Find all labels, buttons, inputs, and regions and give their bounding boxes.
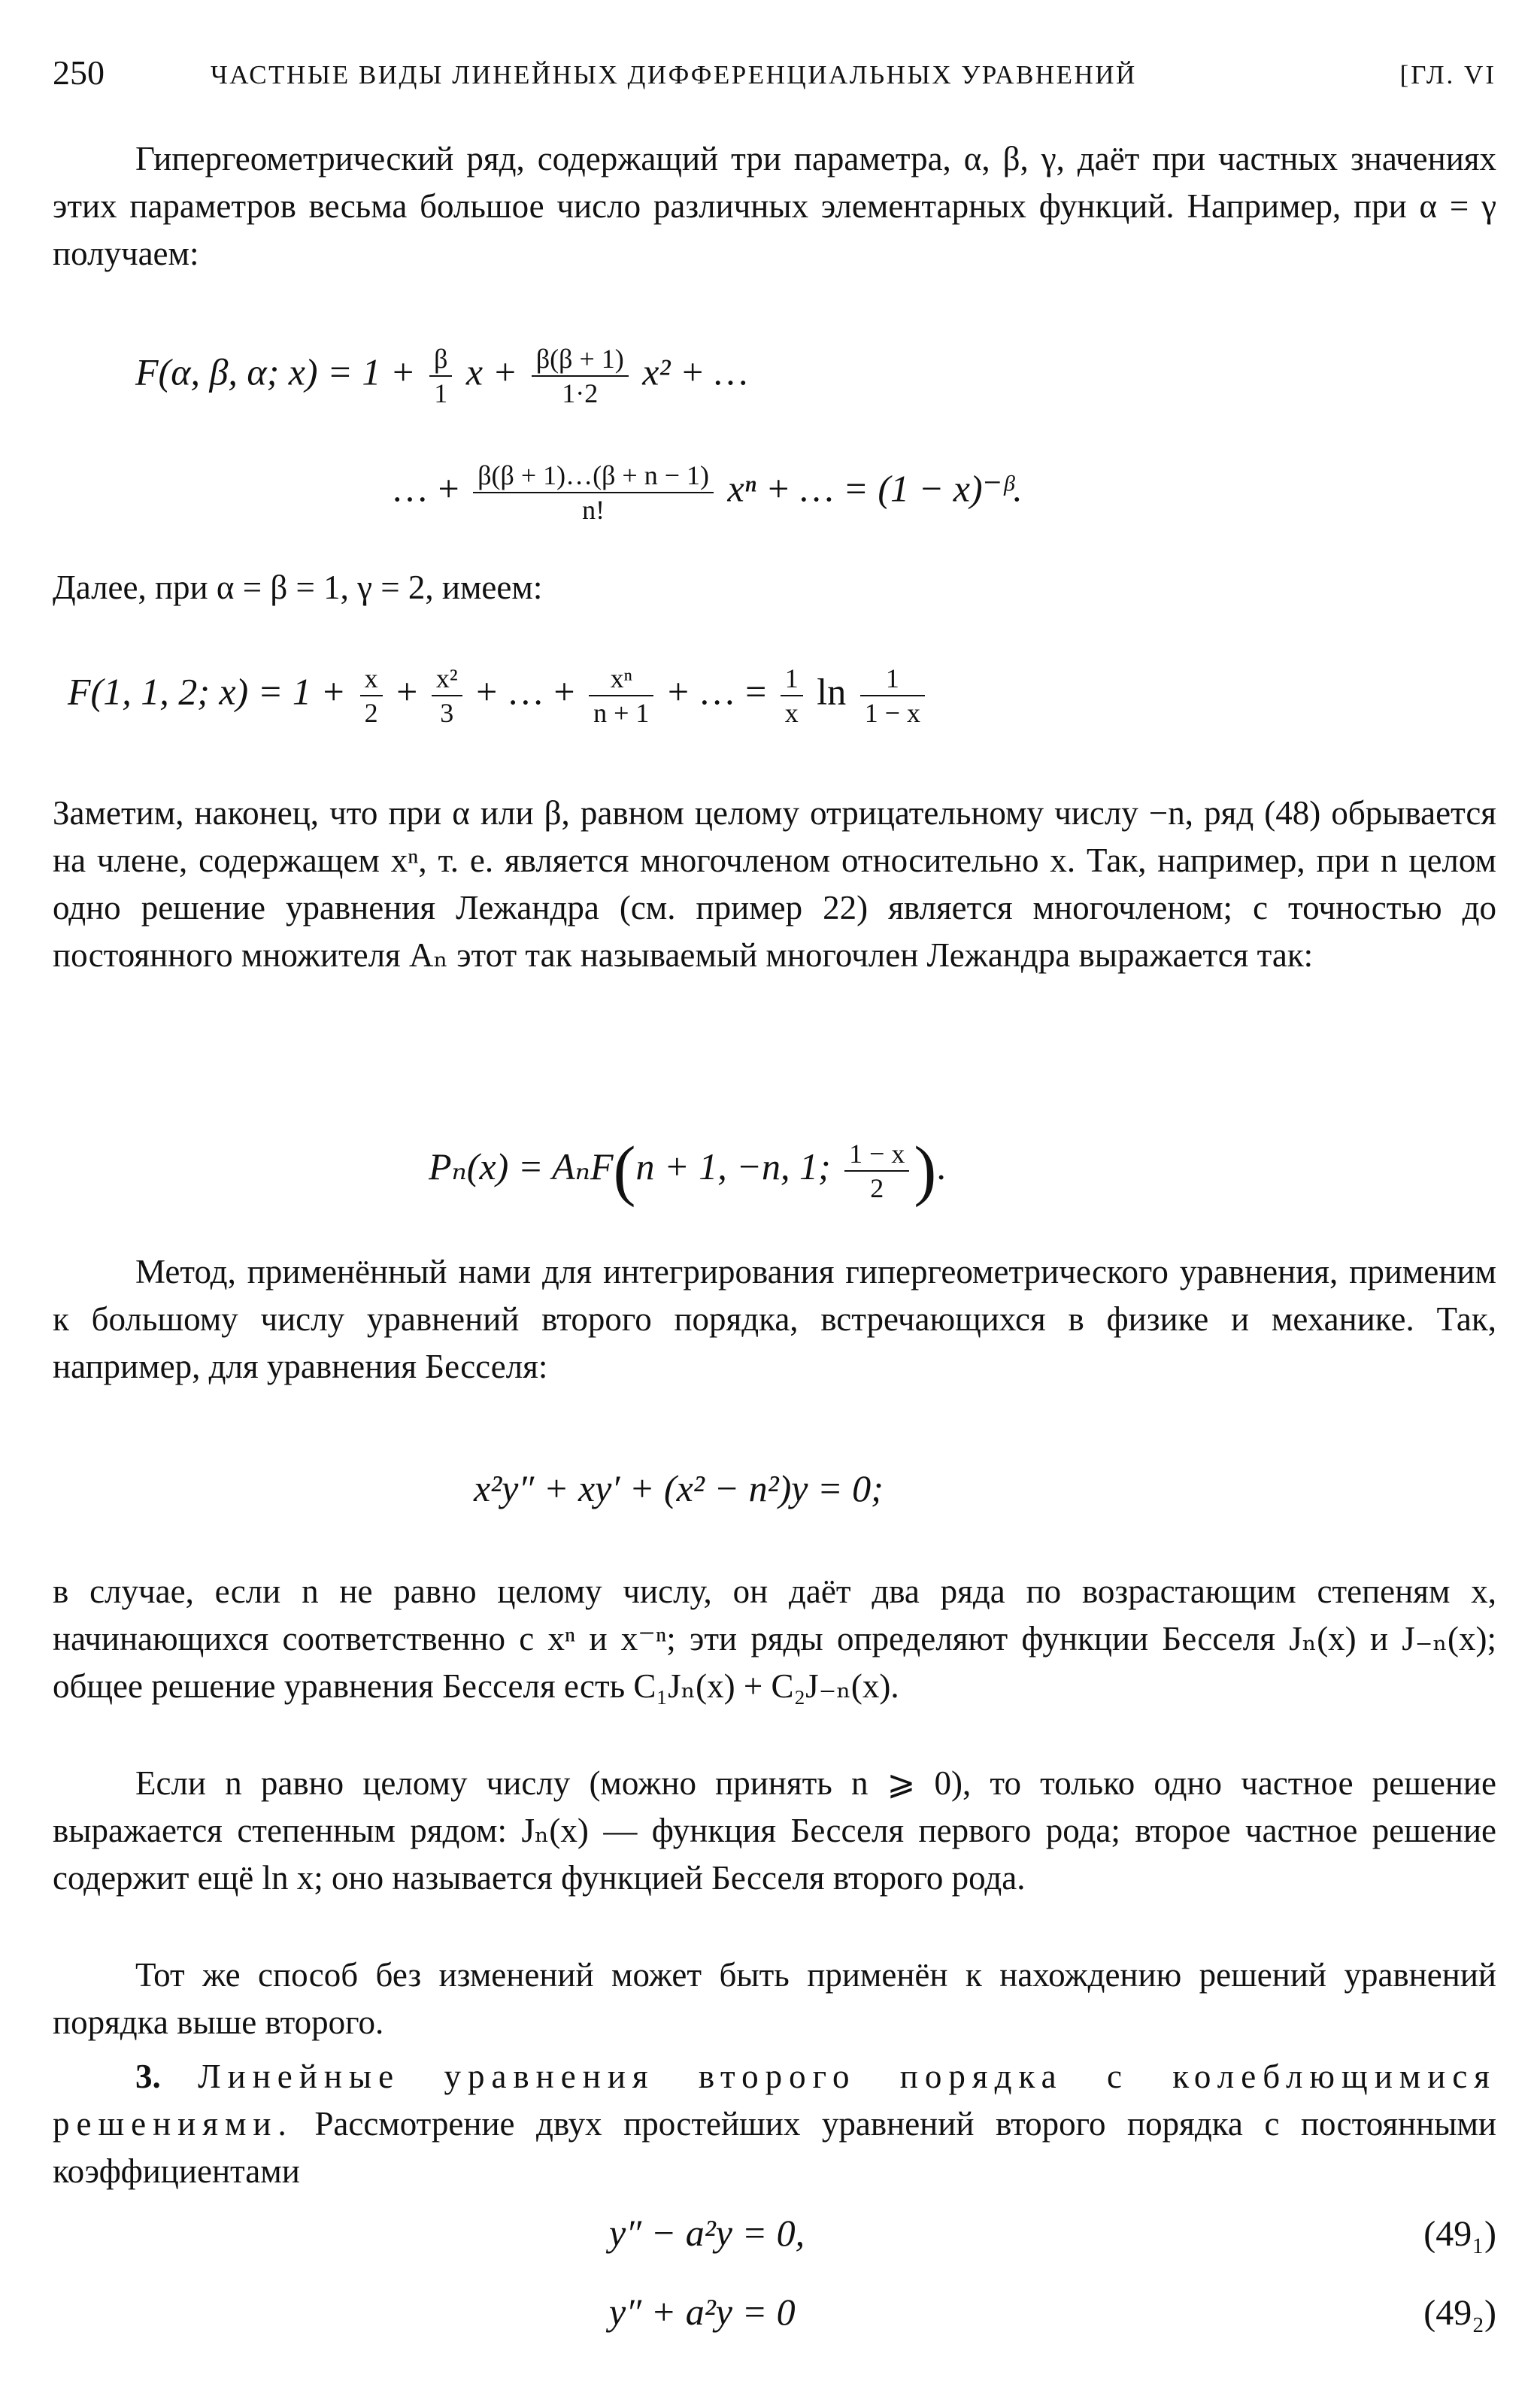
- eq1-tail: x² + …: [642, 350, 748, 393]
- eq1-f2-numerator: β(β + 1): [532, 342, 629, 377]
- eq1-fraction-1: [429, 342, 452, 410]
- eq4-denominator: 2: [870, 1172, 884, 1203]
- paragraph-3: Заметим, наконец, что при α или β, равном целому отрицательному числу −n, ряд (48) обрывается на члене, содержащем xⁿ, т. е. является многочленом относительно x. Так, например, при n целом одно решение уравнения Лежандра (см. пример 22) является многочленом; с точностью до постоянного множителя Aₙ этот так называемый многочлен Лежандра выражается так:: [53, 794, 1496, 974]
- eq3-f4-numerator: 1: [781, 662, 803, 696]
- eq2-tail: xⁿ + … = (1 − x)⁻ᵝ.: [727, 467, 1023, 510]
- running-title: ЧАСТНЫЕ ВИДЫ ЛИНЕЙНЫХ ДИФФЕРЕНЦИАЛЬНЫХ УРАВНЕНИЙ: [211, 60, 1137, 89]
- eq4-lhs: Pₙ(x) = AₙF: [429, 1145, 614, 1187]
- equation-7: [609, 2290, 796, 2334]
- section-text: Рассмотрение двух простейших уравнений второго порядка с постоянными коэффициентами: [53, 2105, 1497, 2190]
- eq3-f3-numerator: xⁿ: [589, 662, 653, 696]
- paragraph-6: Если n равно целому числу (можно принять n ⩾ 0), то только одно частное решение выражается степенным рядом: Jₙ(x) — функция Бесселя первого рода; второе частное решение содержит ещё ln x; оно называется функцией Бесселя второго рода.: [53, 1764, 1496, 1897]
- eq2-fraction: [473, 459, 714, 526]
- equation-2: [391, 459, 1023, 526]
- paragraph-4: Метод, применённый нами для интегрирования гипергеометрического уравнения, применим к большому числу уравнений второго порядка, встречающихся в физике и механике. Так, например, для уравнения Бесселя:: [53, 1253, 1496, 1385]
- eq3-fraction-2: [432, 662, 462, 729]
- equation-6-number: (49₁): [1423, 2214, 1496, 2254]
- eq1-f1-numerator: β: [429, 342, 452, 377]
- eq4-fraction: [844, 1137, 909, 1205]
- section-number: 3.: [135, 2058, 161, 2095]
- paragraph-2: Далее, при α = β = 1, γ = 2, имеем:: [53, 569, 543, 606]
- eq4-numerator: 1 − x: [844, 1137, 909, 1172]
- eq7-body: y″ + a²y = 0: [609, 2291, 796, 2333]
- equation-7-number: (49₂): [1423, 2293, 1496, 2333]
- eq4-end: .: [936, 1145, 946, 1187]
- paragraph-5: в случае, если n не равно целому числу, он даёт два ряда по возрастающим степеням x, начинающихся соответственно с xⁿ и x⁻ⁿ; эти ряды определяют функции Бесселя Jₙ(x) и J₋ₙ(x); общее решение уравнения Бесселя есть C₁Jₙ(x) + C₂J₋ₙ(x).: [53, 1573, 1496, 1705]
- equation-5: [474, 1466, 884, 1510]
- paragraph-8: [53, 2053, 1496, 2195]
- eq5-body: x²y″ + xy′ + (x² − n²)y = 0;: [474, 1467, 884, 1509]
- eq1-fraction-2: [532, 342, 629, 410]
- page-number: 250: [53, 53, 105, 92]
- eq3-f2-numerator: x²: [432, 662, 462, 696]
- book-page: [53, 38, 1496, 2369]
- eq1-mid: x +: [465, 350, 518, 393]
- eq3-mid: + … +: [476, 670, 575, 713]
- eq3-mid2: + … =: [667, 670, 767, 713]
- eq3-plus: +: [396, 670, 418, 713]
- eq3-ln: ln: [817, 670, 847, 713]
- eq2-lead: … +: [391, 467, 459, 510]
- eq3-fraction-3: [589, 662, 653, 729]
- eq3-f1-numerator: x: [360, 662, 383, 696]
- eq3-f1-denominator: 2: [364, 698, 378, 728]
- equation-3: [68, 662, 929, 729]
- equation-4: [429, 1132, 946, 1209]
- eq3-fraction-1: [360, 662, 383, 729]
- chapter-marker: [ГЛ. VI: [1399, 60, 1496, 89]
- eq2-denominator: n!: [582, 495, 605, 525]
- eq4-close-paren: ): [914, 1133, 937, 1208]
- paragraph-1: Гипергеометрический ряд, содержащий три параметра, α, β, γ, даёт при частных значениях этих параметров весьма большое число различных элементарных функций. Например, при α = γ получаем:: [53, 140, 1496, 272]
- eq3-lhs: F(1, 1, 2; x) = 1 +: [68, 670, 347, 713]
- eq3-f5-denominator: 1 − x: [864, 698, 921, 728]
- eq3-fraction-5: [860, 662, 925, 729]
- eq6-body: y″ − a²y = 0,: [609, 2212, 805, 2254]
- eq1-f1-denominator: 1: [434, 378, 448, 408]
- eq3-f2-denominator: 3: [440, 698, 454, 728]
- paragraph-7: Тот же способ без изменений может быть применён к нахождению решений уравнений порядка выше второго.: [53, 1956, 1496, 2041]
- section-title: Линейные уравнения второго порядка с колеблющимися решениями.: [53, 2058, 1497, 2143]
- equation-1: [135, 342, 748, 410]
- eq3-f4-denominator: x: [784, 698, 799, 728]
- eq1-f2-denominator: 1·2: [562, 378, 599, 408]
- eq3-f5-numerator: 1: [860, 662, 925, 696]
- eq1-lhs: F(α, β, α; x) = 1 +: [135, 350, 416, 393]
- running-header: [53, 53, 1496, 98]
- eq4-open-paren: (: [613, 1133, 636, 1208]
- eq3-f3-denominator: n + 1: [593, 698, 650, 728]
- eq3-fraction-4: [781, 662, 803, 729]
- eq4-args: n + 1, −n, 1;: [635, 1145, 831, 1187]
- eq2-numerator: β(β + 1)…(β + n − 1): [473, 459, 714, 493]
- equation-6: [609, 2211, 805, 2255]
